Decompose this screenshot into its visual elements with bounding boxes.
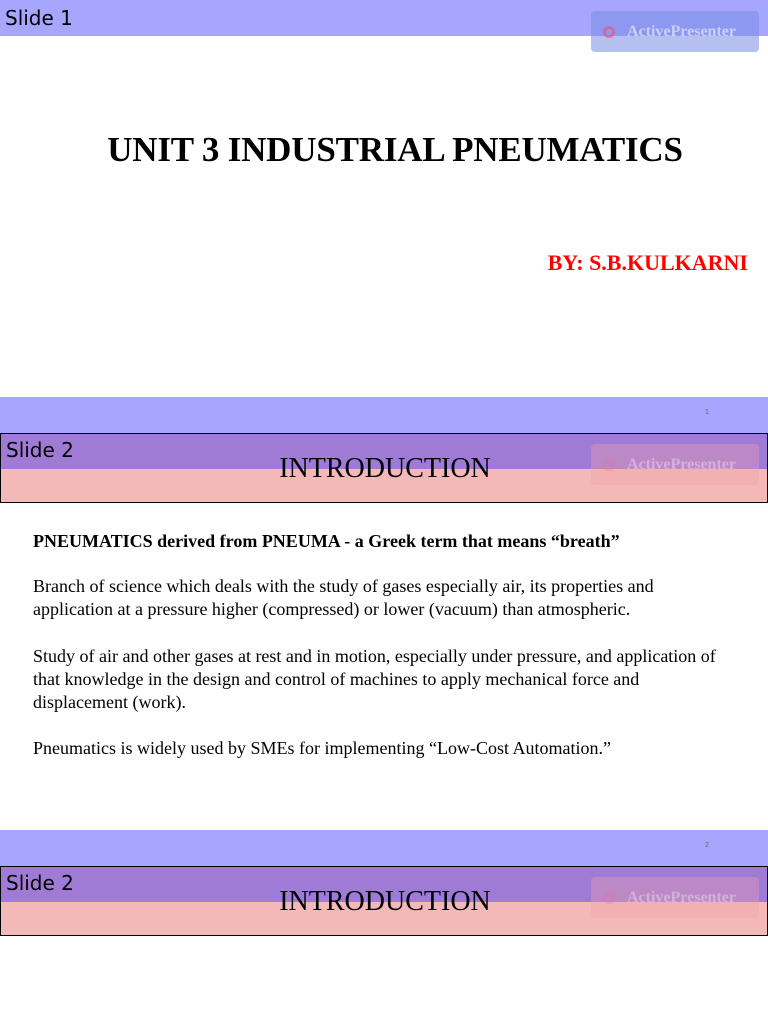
- slide-2-title: INTRODUCTION: [279, 453, 491, 484]
- watermark-text: ActivePresenter: [627, 888, 736, 906]
- slide-1-bottom-band: [0, 397, 768, 433]
- slide-1-watermark: [591, 11, 759, 52]
- slide-1-page-number: 1: [705, 409, 709, 416]
- slide-2-watermark: [591, 444, 759, 485]
- slide-2-page-number: 2: [705, 842, 709, 849]
- watermark-text: ActivePresenter: [627, 455, 736, 473]
- activepresenter-logo-icon: [603, 26, 615, 38]
- slide-2-paragraph-1: [33, 530, 733, 553]
- slide-1-label: Slide 1: [5, 6, 73, 30]
- slide-2-paragraph-2: [33, 575, 733, 621]
- slide-2-body-text: Study of air and other gases at rest and in motion, especially under pressure, and application of that knowledge in the design and control of machines to apply mechanical force and displacement (work).: [33, 646, 716, 712]
- watermark-text: ActivePresenter: [627, 22, 736, 40]
- slide-1-author: BY: S.B.KULKARNI: [547, 250, 748, 275]
- slide-2-body-text: Branch of science which deals with the study of gases especially air, its properties and application at a pressure higher (compressed) or lower (vacuum) than atmospheric.: [33, 576, 654, 619]
- activepresenter-logo-icon: [603, 892, 615, 904]
- slide-1-title: UNIT 3 INDUSTRIAL PNEUMATICS: [107, 130, 683, 169]
- slide-2-body-text: Pneumatics is widely used by SMEs for implementing “Low-Cost Automation.”: [33, 738, 611, 758]
- slide-2-paragraph-4: [33, 737, 733, 760]
- slide-3-watermark: [591, 877, 759, 918]
- slide-3-title: INTRODUCTION: [279, 886, 491, 917]
- slide-2-lead-text: PNEUMATICS derived from PNEUMA - a Greek term that means “breath”: [33, 531, 620, 551]
- activepresenter-logo-icon: [603, 459, 615, 471]
- slide-2-paragraph-3: [33, 645, 733, 714]
- slide-3-label: Slide 2: [6, 871, 74, 895]
- slide-2-bottom-band: [0, 830, 768, 866]
- slide-2-label: Slide 2: [6, 438, 74, 462]
